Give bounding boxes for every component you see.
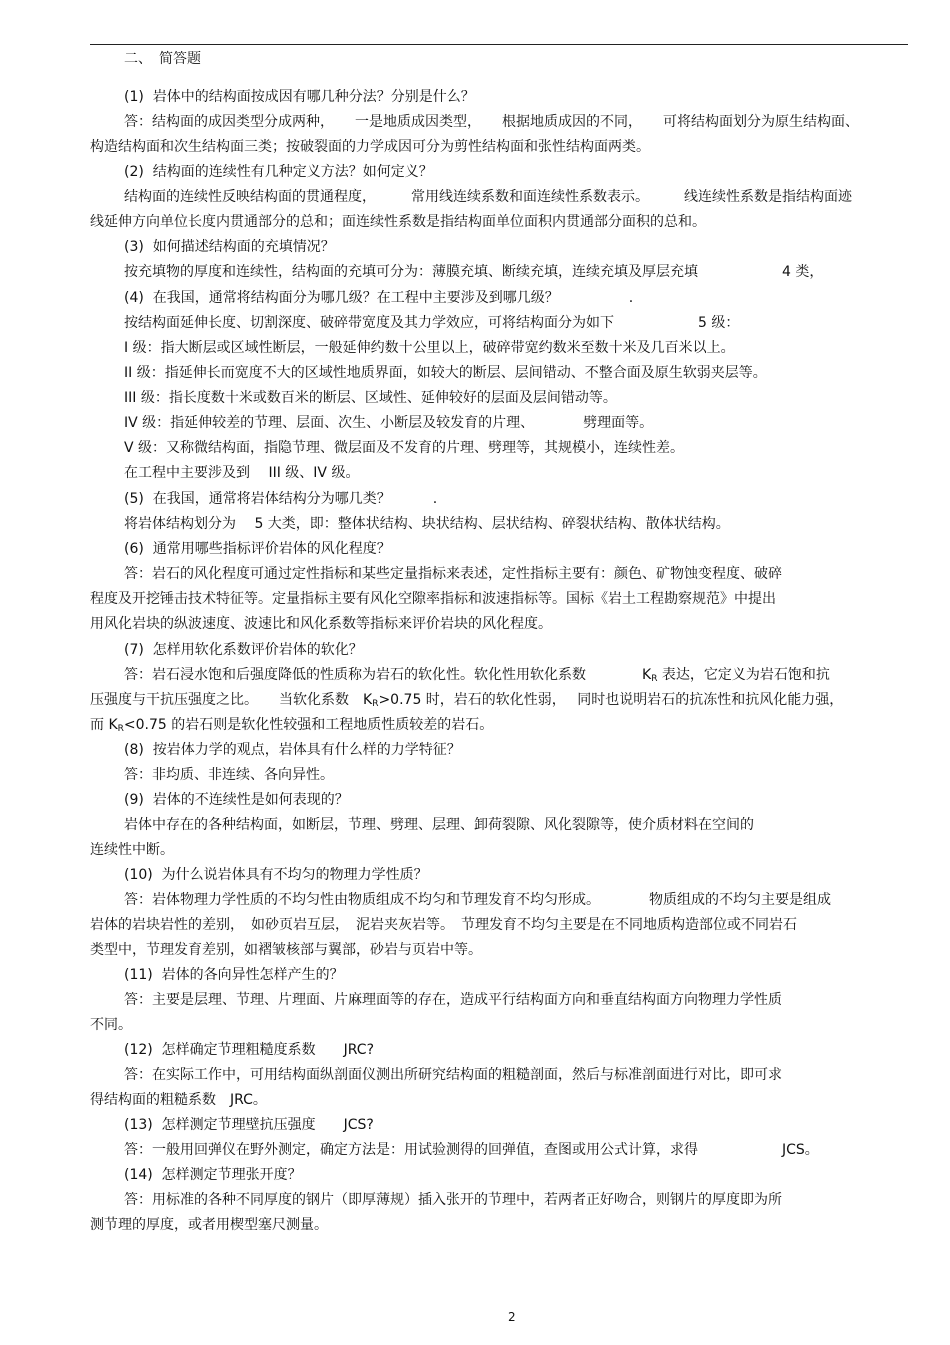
answer-line: 程度及开挖锤击技术特征等。定量指标主要有风化空隙率指标和波速指标等。国标《岩土工程勘察规范》中提出 — [90, 591, 776, 607]
question-line: (11) 岩体的各向异性怎样产生的？ — [124, 967, 344, 983]
answer-line: 在工程中主要涉及到 III 级、IV 级。 — [124, 465, 360, 481]
answer-line: II 级：指延伸长而宽度不大的区域性地质界面，如较大的断层、层间错动、不整合面及原生软弱夹层等。 — [124, 365, 767, 381]
answer-line: III 级：指长度数十米或数百米的断层、区域性、延伸较好的层面及层间错动等。 — [124, 390, 617, 406]
subscript-r: R — [651, 674, 658, 684]
question-line: (2) 结构面的连续性有几种定义方法？如何定义？ — [124, 164, 433, 180]
header-rule — [90, 44, 908, 45]
answer-line: 不同。 — [90, 1017, 132, 1033]
answer-line: 答：用标准的各种不同厚度的钢片（即厚薄规）插入张开的节理中，若两者正好吻合，则钢片的厚度即为所 — [124, 1192, 782, 1208]
answer-line: 用风化岩块的纵波速度、波速比和风化系数等指标来评价岩块的风化程度。 — [90, 616, 552, 632]
question-line: (13) 怎样测定节理壁抗压强度 JCS? — [124, 1117, 374, 1133]
answer-line: 结构面的连续性反映结构面的贯通程度， 常用线连续系数和面连续性系数表示。 线连续性系数是指结构面迹 — [124, 189, 852, 205]
answer-line: 连续性中断。 — [90, 842, 174, 858]
answer-line: 按充填物的厚度和连续性，结构面的充填可分为：薄膜充填、断续充填，连续充填及厚层充填 4 类， — [124, 264, 824, 280]
page-number: 2 — [508, 1310, 516, 1324]
question-line: (5) 在我国，通常将岩体结构分为哪几类？ . — [124, 491, 438, 507]
answer-line: IV 级：指延伸较差的节理、层面、次生、小断层及较发育的片理、 劈理面等。 — [124, 415, 654, 431]
answer-line: 类型中，节理发育差别，如褶皱核部与翼部，砂岩与页岩中等。 — [90, 942, 482, 958]
question-line: (10) 为什么说岩体具有不均匀的物理力学性质？ — [124, 867, 428, 883]
answer-line: 答：非均质、非连续、各向异性。 — [124, 767, 334, 783]
answer-line: 而 $K_R<0.75$ 的岩石则是软化性较强和工程地质性质较差的岩石。 — [90, 717, 494, 734]
answer-line: 得结构面的粗糙系数 JRC。 — [90, 1092, 267, 1108]
answer-line: 答：结构面的成因类型分成两种， 一是地质成因类型， 根据地质成因的不同， 可将结构面划分为原生结构面、 — [124, 114, 859, 130]
answer-line: 答：岩石浸水饱和后强度降低的性质称为岩石的软化性。软化性用软化系数 $K_R$ 表达，它定义为岩石饱和抗 — [124, 667, 830, 684]
answer-line: V 级：又称微结构面，指隐节理、微层面及不发育的片理、劈理等，其规模小，连续性差。 — [124, 440, 685, 456]
answer-line: 岩体的岩块岩性的差别， 如砂页岩互层， 泥岩夹灰岩等。 节理发育不均匀主要是在不同地质构造部位或不同岩石 — [90, 917, 797, 933]
section-title: 二、 简答题 — [124, 51, 201, 67]
answer-line: 岩体中存在的各种结构面，如断层，节理、劈理、层理、卸荷裂隙、风化裂隙等，使介质材料在空间的 — [124, 817, 754, 833]
question-line: (12) 怎样确定节理粗糙度系数 JRC? — [124, 1042, 375, 1058]
question-line: (4) 在我国，通常将结构面分为哪几级？在工程中主要涉及到哪几级？ . — [124, 290, 634, 306]
subscript-r: R — [372, 699, 379, 709]
question-line: (14) 怎样测定节理张开度？ — [124, 1167, 302, 1183]
subscript-r: R — [117, 724, 124, 734]
question-line: (3) 如何描述结构面的充填情况？ — [124, 239, 335, 255]
answer-line: 压强度与干抗压强度之比。 当软化系数 $K_R>0.75$ 时，岩石的软化性弱， 同时也说明岩石的抗冻性和抗风化能力强， — [90, 692, 844, 709]
answer-line: 测节理的厚度，或者用楔型塞尺测量。 — [90, 1217, 328, 1233]
question-line: (1) 岩体中的结构面按成因有哪几种分法？分别是什么？ — [124, 89, 475, 105]
answer-line: I 级：指大断层或区域性断层，一般延伸约数十公里以上，破碎带宽约数米至数十米及几百米以上。 — [124, 340, 735, 356]
answer-line: 构造结构面和次生结构面三类；按破裂面的力学成因可分为剪性结构面和张性结构面两类。 — [90, 139, 650, 155]
question-line: (8) 按岩体力学的观点，岩体具有什么样的力学特征？ — [124, 742, 461, 758]
answer-line: 按结构面延伸长度、切割深度、破碎带宽度及其力学效应，可将结构面分为如下 5 级： — [124, 315, 740, 331]
question-line: (6) 通常用哪些指标评价岩体的风化程度？ — [124, 541, 391, 557]
answer-line: 答：岩体物理力学性质的不均匀性由物质组成不均匀和节理发育不均匀形成。 物质组成的不均匀主要是组成 — [124, 892, 831, 908]
answer-line: 答：岩石的风化程度可通过定性指标和某些定量指标来表述，定性指标主要有：颜色、矿物蚀变程度、破碎 — [124, 566, 782, 582]
question-line: (9) 岩体的不连续性是如何表现的？ — [124, 792, 349, 808]
answer-line: 答：在实际工作中，可用结构面纵剖面仪测出所研究结构面的粗糙剖面，然后与标准剖面进行对比，即可求 — [124, 1067, 782, 1083]
answer-line: 答：一般用回弹仪在野外测定，确定方法是：用试验测得的回弹值，查图或用公式计算，求得 JCS。 — [124, 1142, 819, 1158]
answer-line: 线延伸方向单位长度内贯通部分的总和；面连续性系数是指结构面单位面积内贯通部分面积的总和。 — [90, 214, 706, 230]
answer-line: 答：主要是层理、节理、片理面、片麻理面等的存在，造成平行结构面方向和垂直结构面方向物理力学性质 — [124, 992, 782, 1008]
answer-line: 将岩体结构划分为 5 大类，即：整体状结构、块状结构、层状结构、碎裂状结构、散体状结构。 — [124, 516, 730, 532]
question-line: (7) 怎样用软化系数评价岩体的软化？ — [124, 642, 363, 658]
